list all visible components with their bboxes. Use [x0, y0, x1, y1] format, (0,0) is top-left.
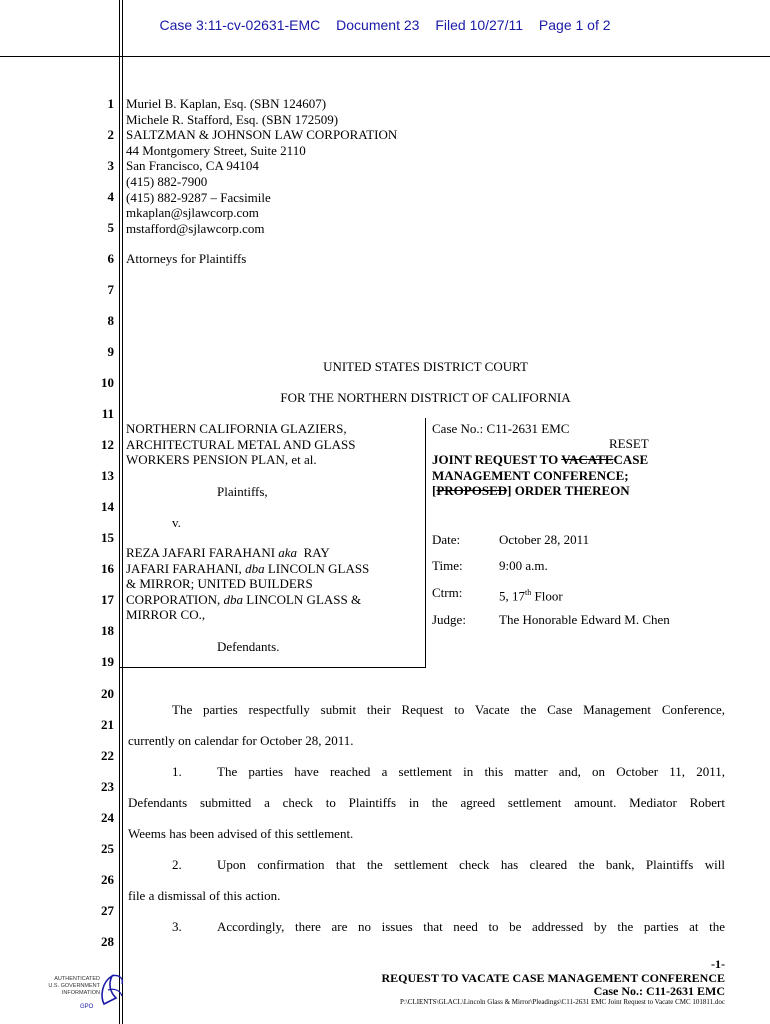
gpo-label: GPO	[80, 1004, 94, 1010]
line-number: 21	[101, 717, 114, 732]
top-rule	[0, 56, 770, 57]
paragraph-number: 2.	[172, 857, 182, 872]
reset-insertion: RESET	[609, 436, 649, 451]
line-number: 15	[101, 530, 114, 545]
caption-divider	[425, 418, 426, 668]
line-number: 23	[101, 779, 114, 794]
gpo-authentication-seal	[28, 972, 128, 1012]
line-number: 8	[107, 313, 114, 328]
line-number: 2	[107, 127, 114, 142]
line-number: 13	[101, 468, 114, 483]
plaintiff-line: WORKERS PENSION PLAN, et al.	[126, 452, 317, 468]
document-title: JOINT REQUEST TO VACATECASE	[432, 452, 649, 467]
filed-date-header: Filed 10/27/11	[435, 17, 524, 33]
line-number: 18	[101, 623, 114, 638]
line-number: 27	[101, 903, 114, 918]
line-number: 20	[101, 686, 114, 701]
defendant-line: CORPORATION, dba LINCOLN GLASS &	[126, 591, 362, 607]
paragraph-line: The parties have reached a settlement in this matter and, on October 11, 2011,	[217, 764, 725, 779]
attorneys-for: Attorneys for Plaintiffs	[126, 251, 247, 266]
paragraph-number: 1.	[172, 764, 182, 779]
document-title-line3: [PROPOSED] ORDER THEREON	[432, 483, 630, 499]
line-number: 6	[107, 251, 114, 266]
page-count-header: Page 1 of 2	[538, 17, 611, 33]
hearing-date-value: October 28, 2011	[499, 532, 590, 547]
hearing-time-value: 9:00 a.m.	[499, 558, 548, 573]
case-number: Case No.: C11-2631 EMC	[432, 421, 570, 436]
court-name: UNITED STATES DISTRICT COURT	[323, 359, 528, 374]
line-number: 1	[107, 96, 114, 111]
body-intro-line: The parties respectfully submit their Request to Vacate the Case Management Conference,	[172, 702, 725, 717]
line-number: 25	[101, 841, 114, 856]
line-number: 16	[101, 561, 114, 576]
document-number-header: Document 23	[336, 17, 420, 33]
hearing-date-label: Date:	[432, 532, 461, 547]
struck-proposed: PROPOSED	[436, 483, 508, 499]
footer-case-number: Case No.: C11-2631 EMC	[593, 984, 725, 998]
line-number: 7	[107, 282, 114, 297]
defendant-line: JAFARI FARAHANI, dba LINCOLN GLASS	[126, 560, 370, 576]
hearing-time-label: Time:	[432, 558, 463, 573]
line-number: 5	[107, 220, 114, 235]
attorney-name: Michele R. Stafford, Esq. (SBN 172509)	[126, 111, 339, 127]
paragraph-line: file a dismissal of this action.	[128, 888, 281, 903]
plaintiff-line: ARCHITECTURAL METAL AND GLASS	[126, 436, 356, 452]
defendant-line: & MIRROR; UNITED BUILDERS	[126, 576, 313, 592]
line-number: 17	[101, 592, 114, 607]
court-district: FOR THE NORTHERN DISTRICT OF CALIFORNIA	[280, 390, 571, 405]
judge-label: Judge:	[432, 612, 466, 627]
footer-page-number: -1-	[711, 957, 725, 971]
firm-phone: (415) 882-7900	[126, 174, 208, 189]
left-margin-rule	[119, 0, 120, 1024]
judge-value: The Honorable Edward M. Chen	[499, 612, 670, 627]
case-number-header: Case 3:11-cv-02631-EMC	[159, 17, 321, 33]
line-number: 28	[101, 934, 114, 949]
paragraph-number: 3.	[172, 919, 182, 934]
defendants-role: Defendants.	[217, 639, 280, 654]
filing-header	[0, 17, 770, 33]
footer-title: REQUEST TO VACATE CASE MANAGEMENT CONFERENCE	[381, 971, 725, 985]
firm-fax: (415) 882-9287 – Facsimile	[126, 189, 271, 205]
body-intro-line: currently on calendar for October 28, 2011.	[128, 733, 354, 748]
line-number: 4	[107, 189, 114, 204]
line-number: 10	[101, 375, 114, 390]
line-number: 9	[107, 344, 114, 359]
line-number: 19	[101, 654, 114, 669]
line-number: 14	[101, 499, 114, 514]
left-margin-rule-inner	[122, 0, 123, 1024]
line-number: 11	[101, 406, 114, 421]
paragraph-line: Accordingly, there are no issues that need to be addressed by the parties at the	[217, 919, 725, 934]
caption-bottom-rule	[120, 667, 426, 668]
line-number: 3	[107, 158, 114, 173]
attorney-name: Muriel B. Kaplan, Esq. (SBN 124607)	[126, 96, 327, 111]
firm-city: San Francisco, CA 94104	[126, 158, 259, 174]
attorney-email: mstafford@sjlawcorp.com	[126, 220, 265, 236]
line-number: 12	[101, 437, 114, 452]
line-number: 22	[101, 748, 114, 763]
defendant-line: REZA JAFARI FARAHANI aka RAY	[126, 545, 330, 560]
plaintiff-line: NORTHERN CALIFORNIA GLAZIERS,	[126, 421, 347, 436]
paragraph-line: Defendants submitted a check to Plaintiffs in the agreed settlement amount. Mediator Robert	[128, 795, 725, 810]
defendant-line: MIRROR CO.,	[126, 607, 206, 623]
eagle-icon	[98, 972, 126, 1008]
seal-text: AUTHENTICATED U.S. GOVERNMENT INFORMATION	[48, 976, 100, 996]
paragraph-line: Upon confirmation that the settlement check has cleared the bank, Plaintiffs will	[217, 857, 725, 872]
attorney-email: mkaplan@sjlawcorp.com	[126, 205, 259, 221]
document-title-line2: MANAGEMENT CONFERENCE;	[432, 467, 629, 483]
versus: v.	[172, 515, 181, 530]
firm-address: 44 Montgomery Street, Suite 2110	[126, 142, 306, 158]
paragraph-line: Weems has been advised of this settlement.	[128, 826, 354, 841]
courtroom-value: 5, 17th Floor	[499, 588, 563, 604]
line-number: 26	[101, 872, 114, 887]
struck-vacate: VACATE	[561, 452, 614, 467]
plaintiffs-role: Plaintiffs,	[217, 484, 268, 499]
firm-name: SALTZMAN & JOHNSON LAW CORPORATION	[126, 127, 398, 143]
line-number: 24	[101, 810, 114, 825]
footer-file-path: P:\CLIENTS\GLACL\Lincoln Glass & Mirror\Pleadings\C11-2631 EMC Joint Request to Vacate CMC 101811.doc	[399, 998, 725, 1006]
courtroom-label: Ctrm:	[432, 585, 463, 600]
